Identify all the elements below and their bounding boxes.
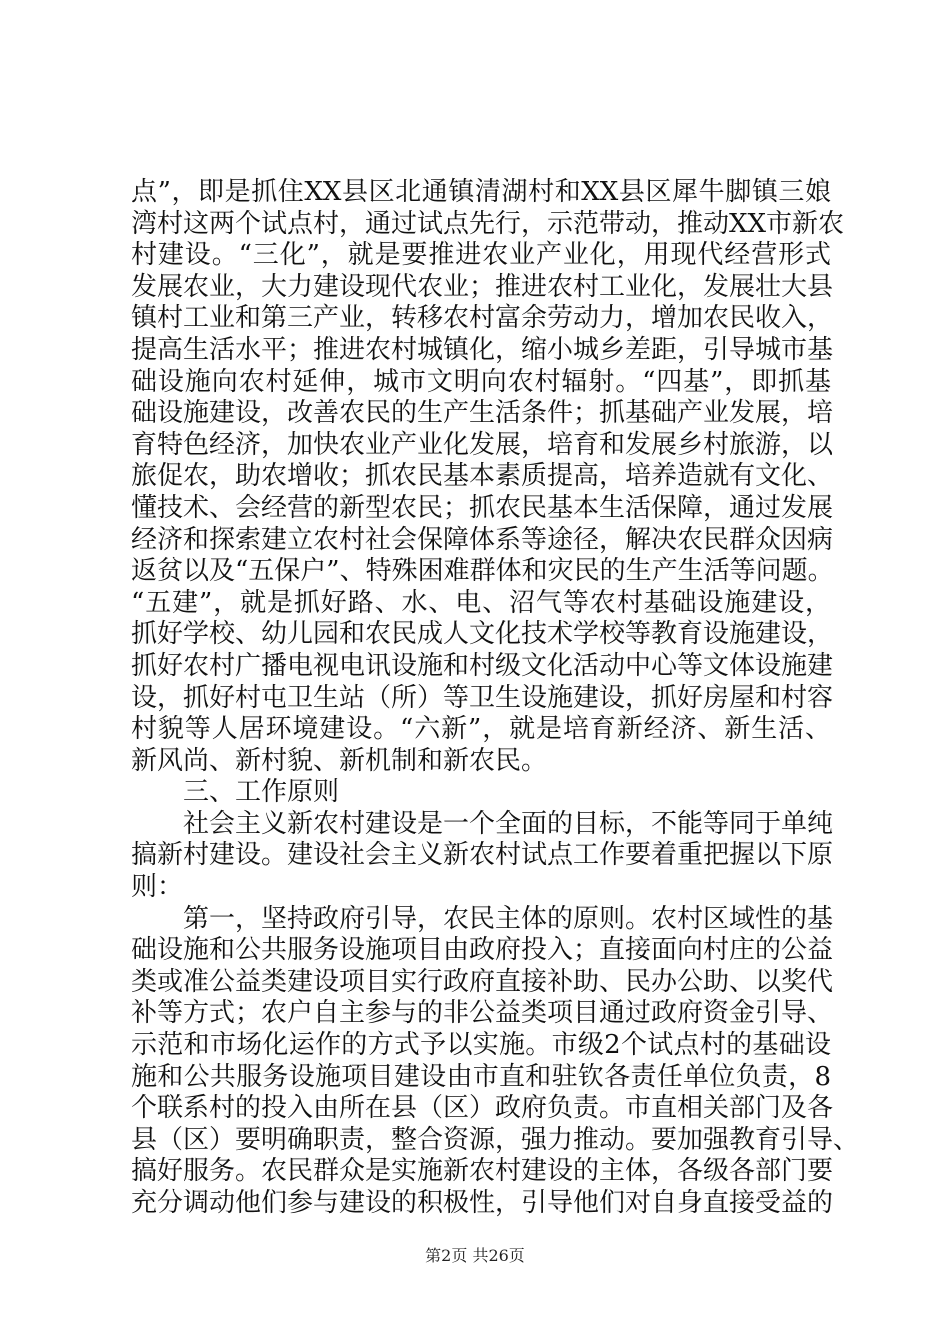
text-line: 础设施建设，改善农民的生产生活条件；抓基础产业发展，培 bbox=[131, 398, 834, 429]
text-line: 村建设。“三化”，就是要推进农业产业化，用现代经营形式 bbox=[131, 240, 831, 271]
text-line: 抓好农村广播电视电讯设施和村级文化活动中心等文体设施建 bbox=[131, 650, 834, 681]
text-line: 补等方式；农户自主参与的非公益类项目通过政府资金引导、 bbox=[131, 998, 834, 1029]
text-line: 则： bbox=[131, 872, 184, 903]
text-line: 提高生活水平；推进农村城镇化，缩小城乡差距，引导城市基 bbox=[131, 334, 834, 365]
text-line: 第一，坚持政府引导，农民主体的原则。农村区域性的基 bbox=[183, 903, 834, 934]
text-line: 旅促农，助农增收；抓农民基本素质提高，培养造就有文化、 bbox=[131, 461, 834, 492]
text-line: 充分调动他们参与建设的积极性，引导他们对自身直接受益的 bbox=[131, 1188, 834, 1218]
text-line: 经济和探索建立农村社会保障体系等途径，解决农民群众因病 bbox=[131, 524, 834, 555]
text-line: 设，抓好村屯卫生站（所）等卫生设施建设，抓好房屋和村容 bbox=[131, 682, 834, 713]
text-line: 育特色经济，加快农业产业化发展，培育和发展乡村旅游，以 bbox=[131, 429, 834, 460]
text-line: 施和公共服务设施项目建设由市直和驻钦各责任单位负责，8 bbox=[131, 1061, 831, 1092]
text-line: 搞新村建设。建设社会主义新农村试点工作要着重把握以下原 bbox=[131, 840, 834, 871]
text-line: 三、工作原则 bbox=[183, 777, 340, 808]
text-line: 础设施向农村延伸，城市文明向农村辐射。“四基”，即抓基 bbox=[131, 366, 831, 397]
text-line: 镇村工业和第三产业，转移农村富余劳动力，增加农民收入， bbox=[131, 303, 834, 334]
text-line: 发展农业，大力建设现代农业；推进农村工业化，发展壮大县 bbox=[131, 271, 834, 302]
text-line: 类或准公益类建设项目实行政府直接补助、民办公助、以奖代 bbox=[131, 966, 834, 997]
text-line: 示范和市场化运作的方式予以实施。市级2个试点村的基础设 bbox=[131, 1030, 831, 1061]
page-footer: 第2页 共26页 bbox=[425, 1246, 525, 1265]
text-line: 村貌等人居环境建设。“六新”，就是培育新经济、新生活、 bbox=[131, 714, 831, 745]
text-line: 新风尚、新村貌、新机制和新农民。 bbox=[131, 745, 548, 776]
text-line: 点”，即是抓住XX县区北通镇清湖村和XX县区犀牛脚镇三娘 bbox=[131, 177, 831, 207]
text-line: 返贫以及“五保户”、特殊困难群体和灾民的生产生活等问题。 bbox=[131, 556, 834, 587]
text-line: 懂技术、会经营的新型农民；抓农民基本生活保障，通过发展 bbox=[131, 492, 834, 523]
text-line: 搞好服务。农民群众是实施新农村建设的主体，各级各部门要 bbox=[131, 1156, 834, 1187]
text-line: 社会主义新农村建设是一个全面的目标，不能等同于单纯 bbox=[183, 808, 834, 839]
document-body bbox=[131, 177, 860, 1220]
text-line: 县（区）要明确职责，整合资源，强力推动。要加强教育引导、 bbox=[131, 1124, 860, 1155]
text-line: 抓好学校、幼儿园和农民成人文化技术学校等教育设施建设， bbox=[131, 619, 834, 650]
text-line: 础设施和公共服务设施项目由政府投入；直接面向村庄的公益 bbox=[131, 935, 834, 966]
text-line: 湾村这两个试点村，通过试点先行，示范带动，推动XX市新农 bbox=[131, 208, 845, 239]
text-line: “五建”，就是抓好路、水、电、沼气等农村基础设施建设， bbox=[131, 587, 831, 618]
text-line: 个联系村的投入由所在县（区）政府负责。市直相关部门及各 bbox=[131, 1093, 834, 1124]
